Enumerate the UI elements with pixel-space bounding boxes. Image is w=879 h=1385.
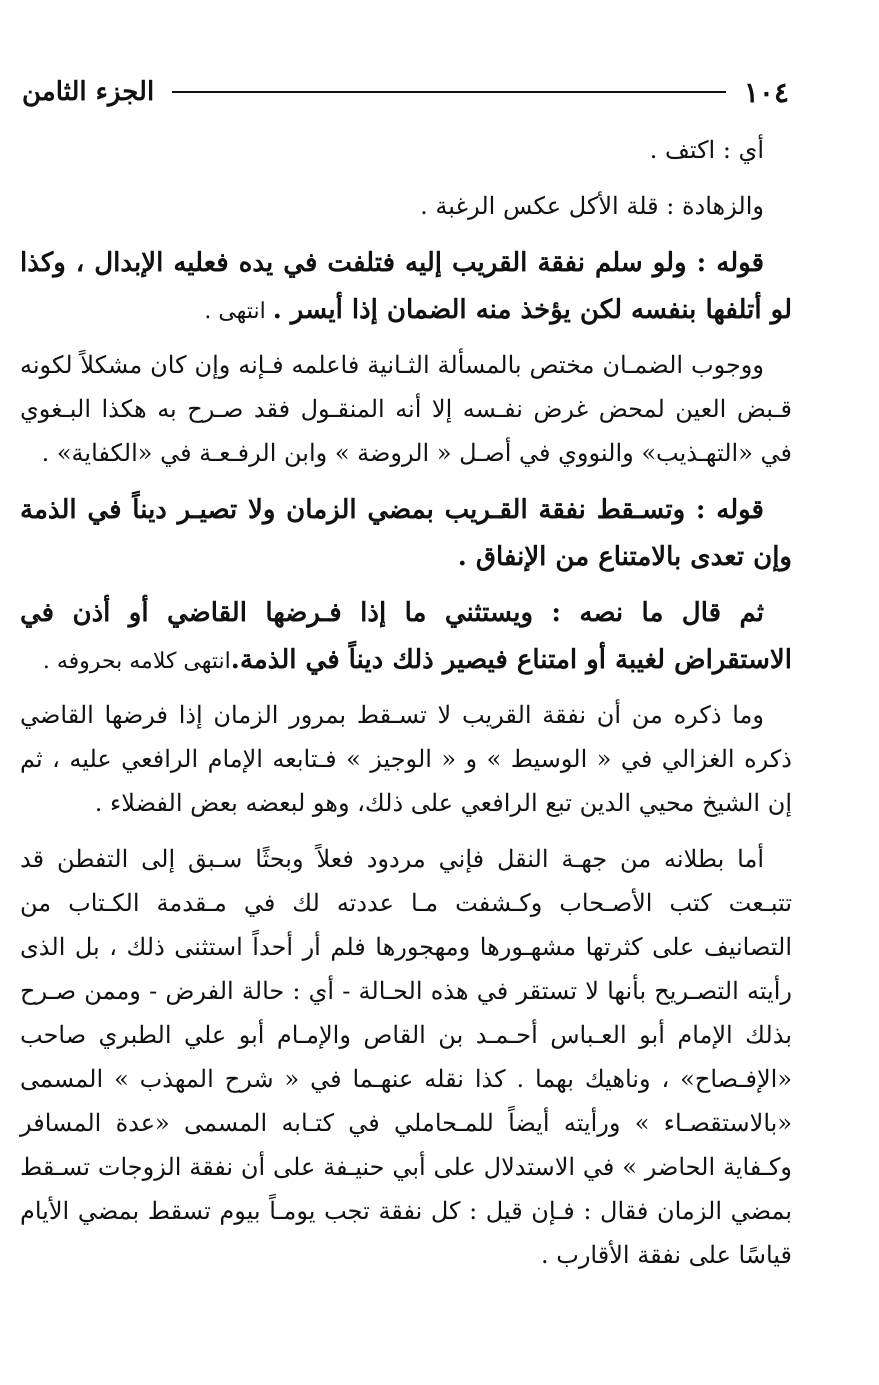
quoted-statement-bold: ثم قال ما نصه : ويستثني ما إذا فـرضها القاضي أو أذن في الاستقراض لغيبة أو امتناع فيصير ذلك ديناً في الذمة.	[20, 598, 792, 675]
quoted-statement	[20, 240, 792, 335]
quoted-statement-tail: انتهى .	[204, 299, 273, 324]
paragraph-commentary: وما ذكره من أن نفقة القريب لا تسـقط بمرور الزمان إذا فرضها القاضي ذكره الغزالي في « الوسيط » و « الوجيز » فـتابعه الإمام الرافعي عليه ، ثم إن الشيخ محيي الدين تبع الرافعي على ذلك، وهو لبعضه بعض الفضلاء .	[20, 701, 792, 817]
part-title: الجزء الثامن	[22, 77, 155, 107]
paragraph-gloss-zahada: والزهادة : قلة الأكل عكس الرغبة .	[420, 192, 764, 220]
quoted-statement-bold: قوله : ولو سلم نفقة القريب إليه فتلفت في يده فعليه الإبدال ، وكذا لو أتلفها بنفسه لكن يؤخذ منه الضمان إذا أيسر .	[20, 248, 792, 325]
quoted-statement	[20, 590, 792, 685]
header-rule	[172, 91, 726, 93]
paragraph-gloss-iktaf: أي : اكتف .	[649, 136, 764, 164]
page-body	[20, 128, 792, 1289]
quoted-statement-tail: انتهى كلامه بحروفه .	[42, 649, 231, 674]
paragraph-commentary: ووجوب الضمـان مختص بالمسألة الثـانية فاعلمه فـإنه وإن كان مشكلاً لكونه قـبض العين لمحض غرض نفـسه إلا أنه المنقـول فقد صـرح به هكذا البـغوي في «التهـذيب» والنووي في أصـل « الروضة » وابن الرفـعـة في «الكفاية» .	[20, 351, 792, 467]
quoted-statement-bold: قوله : وتسـقط نفقة القـريب بمضي الزمان ولا تصيـر ديناً في الذمة وإن تعدى بالامتناع من الإنفاق .	[20, 495, 792, 572]
paragraph-commentary: أما بطلانه من جهـة النقل فإني مردود فعلاً وبحثًا سـبق إلى التفطن قد تتبـعت كتب الأصـحاب وكـشفت مـا عددته لك في مـقدمة الكـتاب من التصانيف على كثرتها مشهـورها ومهجورها فلم أر أحداً استثنى ذلك ، بل الذى رأيته التصـريح بأنها لا تستقر في هذه الحـالة - أي : حالة الفرض - وممن صـرح بذلك الإمام أبو العـباس أحـمـد بن القاص والإمـام أبو علي الطبري صاحب «الإفـصاح» ، وناهيك بهما . كذا نقله عنهـما في « شرح المهذب » المسمى «بالاستقصـاء » ورأيته أيضاً للمـحاملي في كتـابه المسمى «عدة المسافر وكـفاية الحاضر » في الاستدلال على أبي حنيـفة على أن نفقة الزوجات تسـقط بمضي الزمان فقال : فـإن قيل : كل نفقة تجب يومـاً بيوم تسقط بمضي الأيام قياسًا على نفقة الأقارب .	[20, 845, 793, 1269]
quoted-statement	[20, 487, 792, 582]
running-header	[22, 72, 789, 112]
page-number: ١٠٤	[743, 75, 789, 109]
